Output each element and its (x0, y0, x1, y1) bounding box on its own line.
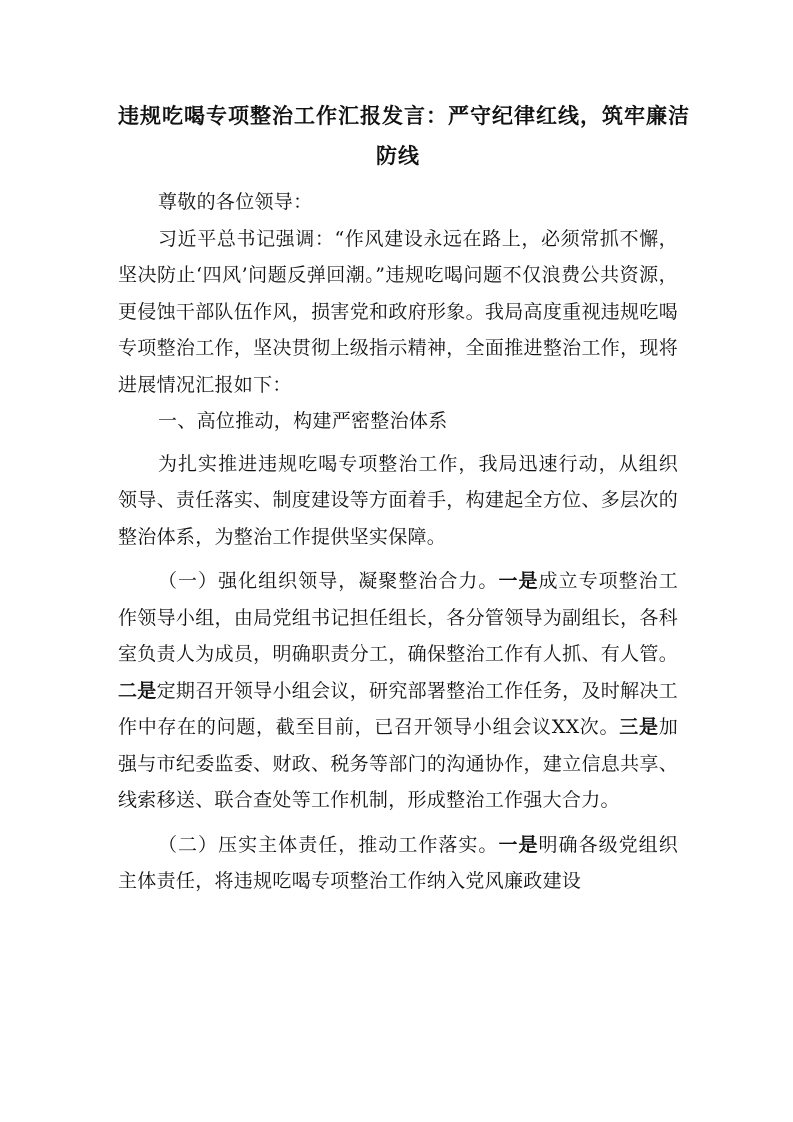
subsection-1-point-2: 定期召开领导小组会议，研究部署整治工作任务，及时解决工作中存在的问题，截至目前，已召开领导小组会议XX次。 (118, 679, 678, 738)
subsection-1-lead: （一）强化组织领导，凝聚整治合力。 (158, 570, 499, 592)
section-1-body: 为扎实推进违规吃喝专项整治工作，我局迅速行动，从组织领导、责任落实、制度建设等方面着手，构建起全方位、多层次的整治体系，为整治工作提供坚实保障。 (118, 452, 678, 548)
subsection-2-paragraph (118, 827, 678, 900)
subsection-1-point-1: 成立专项整治工作领导小组，由局党组书记担任组长，各分管领导为副组长，各科室负责人为成员，明确职责分工，确保整治工作有人抓、有人管。 (118, 570, 678, 665)
title-line-1: 违规吃喝专项整治工作汇报发言：严守纪律红线，筑牢廉洁 (118, 103, 690, 128)
subsection-2-point-1: 明确各级党组织主体责任，将违规吃喝专项整治工作纳入党风廉政建设 (118, 833, 678, 892)
subsection-1-paragraph (118, 563, 678, 819)
title-line-2: 防线 (376, 143, 420, 168)
subsection-1-point-3: 加强与市纪委监委、财政、税务等部门的沟通协作，建立信息共享、线索移送、联合查处等工作机制，形成整治工作强大合力。 (118, 716, 678, 811)
intro-paragraph: 习近平总书记强调：“作风建设永远在路上，必须常抓不懈，坚决防止‘四风’问题反弹回潮。”违规吃喝问题不仅浪费公共资源，更侵蚀干部队伍作风，损害党和政府形象。我局高度重视违规吃喝专项整治工作，坚决贯彻上级指示精神，全面推进整治工作，现将进展情况汇报如下： (118, 227, 678, 396)
keyword-first-2: 一是 (498, 833, 539, 856)
keyword-first: 一是 (498, 570, 539, 592)
document-title (118, 96, 690, 176)
section-1-heading: 一、高位推动，构建严密整治体系 (158, 410, 448, 432)
subsection-2-lead: （二）压实主体责任，推动工作落实。 (158, 833, 499, 856)
keyword-second: 二是 (118, 679, 157, 702)
salutation: 尊敬的各位领导： (158, 191, 313, 213)
document-page (118, 96, 690, 900)
keyword-third: 三是 (619, 716, 659, 738)
